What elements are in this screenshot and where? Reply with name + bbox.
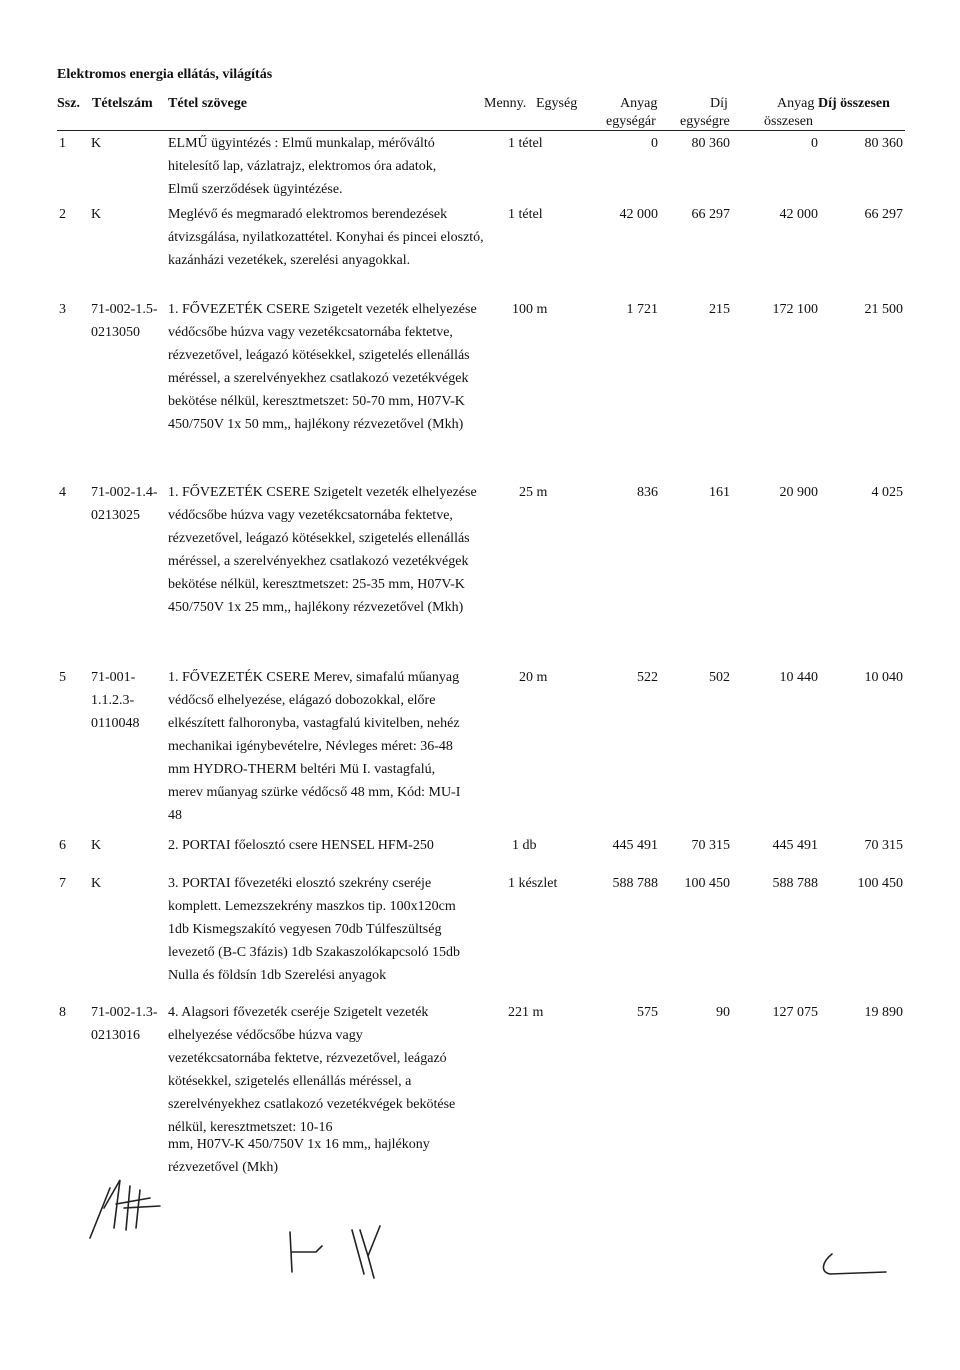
row-description: 2. PORTAI főelosztó csere HENSEL HFM-250 (168, 838, 434, 853)
row-anyag-osszesen: 445 491 (772, 838, 818, 853)
header-anyag-osszesen-2: összesen (764, 114, 813, 129)
row-dij-egysegre: 80 360 (691, 136, 730, 151)
row-dij-osszesen: 21 500 (864, 302, 903, 317)
row-ssz: 6 (59, 838, 66, 853)
signature-2 (282, 1222, 422, 1282)
row-description: 4. Alagsori fővezeték cseréje Szigetelt vezeték elhelyezése védőcsőbe húzva vagy vezetékcsatornába fektetve, rézvezetővel, leágazó kötésekkel, szigetelés ellenállás méréssel, a szerelvényekhez csatlakozó vezetékvégek bekötése nélkül, keresztmetszet: 10-16 (168, 1005, 456, 1135)
row-ssz: 3 (59, 302, 66, 317)
row-dij-osszesen: 80 360 (864, 136, 903, 151)
row-dij-egysegre: 215 (709, 302, 730, 317)
row-anyag-egysegar: 445 491 (612, 838, 658, 853)
row-dij-osszesen: 100 450 (857, 876, 903, 891)
row-code: K (91, 207, 102, 222)
row-unit: 20 m (519, 670, 548, 685)
row-code: 71-002-1.4- 0213025 (91, 485, 158, 523)
row-anyag-egysegar: 588 788 (612, 876, 658, 891)
row-dij-osszesen: 4 025 (871, 485, 903, 500)
row-dij-egysegre: 90 (716, 1005, 730, 1020)
row-anyag-egysegar: 42 000 (619, 207, 658, 222)
row-code: K (91, 876, 102, 891)
row-description: 1. FŐVEZETÉK CSERE Szigetelt vezeték elhelyezése védőcsőbe húzva vagy vezetékcsatornába fektetve, rézvezetővel, leágazó kötésekkel, szigetelés ellenállás méréssel, a szerelvényekhez csatlakozó vezetékvégek bekötése nélkül, keresztmetszet: 25-35 mm, H07V-K 450/750V 1x 25 mm,, hajlékony rézvezetővel (Mkh) (168, 485, 477, 615)
row-dij-egysegre: 161 (709, 485, 730, 500)
row-ssz: 1 (59, 136, 66, 151)
row-description: 1. FŐVEZETÉK CSERE Merev, simafalú műanyag védőcső elhelyezése, elágazó dobozokkal, előre elkészített falhoronyba, vastagfalú kivitelben, nehéz mechanikai igénybevételre, Névleges méret: 36-48 mm HYDRO-THERM beltéri Mü I. vastagfalú, merev műanyag szürke védőcső 48 mm, Kód: MU-I 48 (168, 670, 461, 823)
row-description: Meglévő és megmaradó elektromos berendezések átvizsgálása, nyilatkozattétel. Konyhai és pincei elosztó, kazánházi vezetékek, szerelési anyagokkal. (168, 207, 484, 268)
row-description: 1. FŐVEZETÉK CSERE Szigetelt vezeték elhelyezése védőcsőbe húzva vagy vezetékcsatornába fektetve, rézvezetővel, leágazó kötésekkel, szigetelés ellenállás méréssel, a szerelvényekhez csatlakozó vezetékvégek bekötése nélkül, keresztmetszet: 50-70 mm, H07V-K 450/750V 1x 50 mm,, hajlékony rézvezetővel (Mkh) (168, 302, 477, 432)
row-dij-osszesen: 66 297 (864, 207, 903, 222)
row-anyag-osszesen: 0 (811, 136, 818, 151)
row-dij-egysegre: 70 315 (691, 838, 730, 853)
row-ssz: 8 (59, 1005, 66, 1020)
row-dij-egysegre: 66 297 (691, 207, 730, 222)
row-anyag-egysegar: 1 721 (626, 302, 658, 317)
row-description: ELMŰ ügyintézés : Elmű munkalap, mérőváltó hitelesítő lap, vázlatrajz, elektromos óra adatok, Elmű szerződések ügyintézése. (168, 136, 437, 197)
row-dij-egysegre: 100 450 (684, 876, 730, 891)
row-dij-egysegre: 502 (709, 670, 730, 685)
row-anyag-osszesen: 42 000 (779, 207, 818, 222)
header-egyseg: Egység (536, 96, 578, 111)
row-dij-osszesen: 10 040 (864, 670, 903, 685)
signature-1 (80, 1168, 170, 1248)
row-code: K (91, 838, 102, 853)
header-ssz: Ssz. (57, 96, 80, 111)
header-dij-egysegre-1: Díj (710, 96, 728, 111)
header-anyag-osszesen-1: Anyag (777, 96, 815, 111)
signature-3 (812, 1250, 892, 1280)
row-unit: 1 tétel (508, 207, 543, 222)
header-anyag-egysegar-2: egységár (606, 114, 656, 129)
row-unit: 1 tétel (508, 136, 543, 151)
row-dij-osszesen: 70 315 (864, 838, 903, 853)
row-ssz: 4 (59, 485, 66, 500)
header-anyag-egysegar-1: Anyag (620, 96, 658, 111)
header-tetel-szovege: Tétel szövege (168, 96, 247, 111)
row-unit: 221 m (508, 1005, 544, 1020)
row-anyag-osszesen: 172 100 (772, 302, 818, 317)
row-description-continued: mm, H07V-K 450/750V 1x 16 mm,, hajlékony rézvezetővel (Mkh) (168, 1137, 430, 1175)
row-anyag-osszesen: 20 900 (779, 485, 818, 500)
header-menny: Menny. (484, 96, 527, 111)
row-anyag-egysegar: 522 (637, 670, 658, 685)
row-anyag-osszesen: 588 788 (772, 876, 818, 891)
row-dij-osszesen: 19 890 (864, 1005, 903, 1020)
row-code: 71-001- 1.1.2.3- 0110048 (91, 670, 140, 731)
header-dij-osszesen: Díj összesen (818, 96, 890, 111)
row-unit: 1 db (512, 838, 537, 853)
row-description: 3. PORTAI fővezetéki elosztó szekrény cseréje komplett. Lemezszekrény maszkos tip. 100x120cm 1db Kismegszakító vegyesen 70db Túlfeszültség levezető (B-C 3fázis) 1db Szakaszolókapcsoló 15db Nulla és földsín 1db Szerelési anyagok (168, 876, 460, 983)
row-ssz: 2 (59, 207, 66, 222)
header-rule (57, 130, 905, 131)
row-unit: 25 m (519, 485, 548, 500)
header-tetelszam: Tételszám (92, 96, 153, 111)
row-anyag-egysegar: 575 (637, 1005, 658, 1020)
row-anyag-osszesen: 10 440 (779, 670, 818, 685)
row-anyag-egysegar: 836 (637, 485, 658, 500)
header-dij-egysegre-2: egységre (680, 114, 730, 129)
page-title: Elektromos energia ellátás, világítás (57, 67, 273, 82)
row-unit: 1 készlet (508, 876, 558, 891)
row-code: K (91, 136, 102, 151)
row-unit: 100 m (512, 302, 548, 317)
row-ssz: 7 (59, 876, 66, 891)
row-anyag-osszesen: 127 075 (772, 1005, 818, 1020)
row-ssz: 5 (59, 670, 66, 685)
row-code: 71-002-1.5- 0213050 (91, 302, 158, 340)
row-anyag-egysegar: 0 (651, 136, 658, 151)
row-code: 71-002-1.3- 0213016 (91, 1005, 158, 1043)
